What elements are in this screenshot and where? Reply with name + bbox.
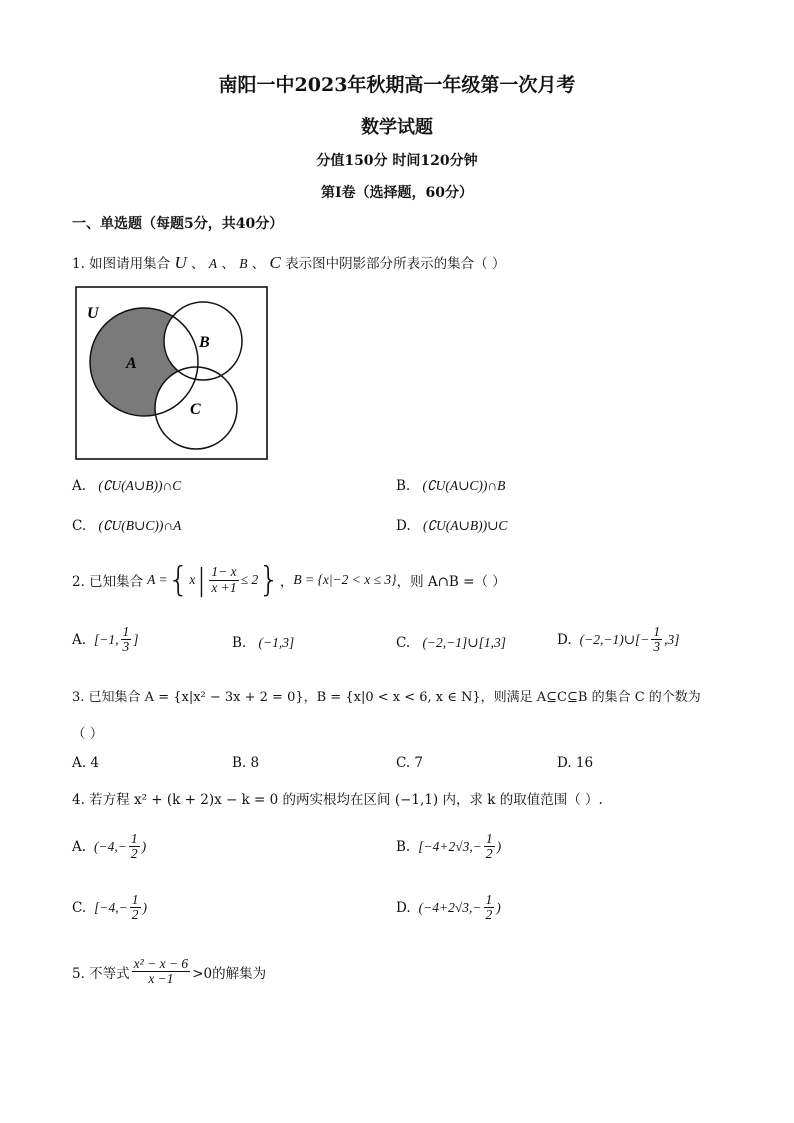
q2-text-post: ，则 A∩B =（ ） [396, 574, 506, 590]
question-3-line2: （ ） [72, 726, 104, 742]
q4-option-b-den: 2 [485, 846, 493, 862]
q2-fraction [209, 565, 238, 594]
q3-option-b: B. 8 [232, 755, 260, 771]
q5-text-post: >0的解集为 [192, 965, 267, 982]
q4-option-c-den: 2 [131, 907, 139, 923]
q5-fraction [132, 957, 191, 986]
q1-text-pre: 1. 如图请用集合 [72, 256, 171, 272]
q1-option-d-label: D. [396, 518, 411, 534]
q1-set-a: A [208, 256, 218, 271]
q1-set-u: U [174, 253, 187, 272]
q1-option-a-label: A. [72, 478, 87, 494]
q1-sep1: 、 [191, 256, 205, 272]
q2-frac-den: x +1 [211, 579, 237, 595]
q2-option-b-label: B. [232, 635, 247, 651]
q2-option-c-label: C. [396, 635, 411, 651]
q3-option-a: A. 4 [72, 755, 99, 771]
q2-set-a-rel: ≤ 2 [240, 572, 259, 587]
q1-text-post: 表示图中阴影部分所表示的集合（ ） [285, 256, 506, 272]
q2-option-d-post: ,3] [664, 631, 680, 647]
q1-sep3: 、 [251, 256, 266, 272]
q4-option-b [396, 832, 501, 861]
q4-option-c-post: ) [142, 899, 147, 915]
venn-diagram [75, 286, 269, 461]
q1-option-b-label: B. [396, 478, 411, 494]
q4-option-a-den: 2 [130, 846, 138, 862]
venn-label-c: C [190, 401, 201, 418]
q2-set-a-var: x [189, 572, 196, 587]
q2-brace-open: { [167, 560, 190, 600]
q2-frac-num: 1− x [211, 564, 237, 580]
q2-brace-close: } [258, 560, 280, 600]
q2-option-a-den: 3 [122, 639, 130, 655]
q2-option-b [232, 635, 294, 651]
volume-title: 第Ⅰ卷（选择题，60分） [320, 185, 474, 201]
q1-option-b-text: (∁U(A∪C))∩B [422, 478, 506, 493]
q4-option-c [72, 893, 147, 922]
q1-option-a-text: (∁U(A∪B))∩C [98, 478, 182, 493]
q4-option-b-label: B. [396, 838, 411, 855]
q2-option-b-text: (−1,3] [258, 635, 295, 650]
q2-option-d [557, 625, 680, 654]
score-time: 分值150分 时间120分钟 [316, 153, 478, 169]
q1-option-c-text: (∁U(B∪C))∩A [98, 518, 182, 533]
q2-set-b: B = {x|−2 < x ≤ 3} [293, 572, 397, 587]
q2-option-c [396, 635, 506, 651]
q4-option-a-pre: (−4,− [94, 838, 127, 854]
q4-option-a-num: 1 [130, 831, 138, 846]
question-3-line1: 3. 已知集合 A = {x|x² − 3x + 2 = 0}，B = {x|0 < x < 6, x ∈ N}，则满足 A⊆C⊆B 的集合 C 的个数为 [72, 690, 701, 705]
q5-frac-num: x² − x − 6 [133, 956, 189, 971]
q4-option-a-frac [129, 832, 140, 861]
q4-option-d [396, 893, 501, 922]
question-5 [72, 957, 266, 986]
venn-label-b: B [199, 334, 210, 351]
q4-option-b-post: ) [496, 838, 502, 854]
q4-option-c-label: C. [72, 899, 87, 916]
q4-option-b-pre: [−4+2√3,− [418, 838, 482, 854]
q1-set-b: B [239, 256, 248, 271]
q2-set-a-lhs: A = [147, 572, 168, 587]
q1-set-c: C [269, 253, 281, 272]
q2-option-a [72, 625, 139, 654]
q1-option-d [396, 518, 507, 534]
q4-option-d-post: ) [496, 899, 501, 915]
q2-option-a-label: A. [72, 631, 87, 648]
q4-option-c-num: 1 [131, 892, 139, 907]
q4-option-d-frac [484, 893, 495, 922]
question-2 [72, 560, 506, 600]
q3-option-c: C. 7 [396, 755, 424, 771]
q4-option-d-num: 1 [485, 892, 493, 907]
q2-text-pre: 2. 已知集合 [72, 574, 144, 590]
q4-option-b-frac [484, 832, 495, 861]
q1-option-c-label: C. [72, 518, 87, 534]
q2-option-d-den: 3 [653, 639, 661, 655]
q2-option-d-num: 1 [653, 624, 661, 639]
q2-option-a-frac [121, 625, 132, 654]
q2-option-c-text: (−2,−1]∪[1,3] [422, 635, 506, 650]
q2-option-a-post: ] [133, 631, 139, 647]
q2-option-d-label: D. [557, 631, 572, 648]
q4-option-d-den: 2 [485, 907, 493, 923]
q2-comma: ， [279, 574, 294, 590]
venn-label-a: A [126, 355, 137, 372]
exam-title: 南阳一中2023年秋期高一年级第一次月考 [218, 74, 576, 96]
q4-option-d-label: D. [396, 899, 411, 916]
q2-option-d-frac [651, 625, 662, 654]
q5-text-pre: 5. 不等式 [72, 965, 130, 982]
question-4: 4. 若方程 x² + (k + 2)x − k = 0 的两实根均在区间 (−1,1) 内，求 k 的取值范围（ ）. [72, 792, 603, 808]
q4-option-a-post: ) [141, 838, 147, 854]
q1-option-a [72, 478, 181, 494]
q3-option-d: D. 16 [557, 755, 594, 771]
q4-option-a [72, 832, 146, 861]
q4-option-b-num: 1 [485, 831, 493, 846]
venn-label-u: U [87, 305, 99, 322]
q2-option-d-pre: (−2,−1)∪[− [579, 631, 650, 647]
q4-option-d-pre: (−4+2√3,− [418, 899, 482, 915]
q4-option-a-label: A. [72, 838, 87, 855]
q2-bar: | [196, 562, 207, 598]
q4-option-c-frac [130, 893, 141, 922]
subject-title: 数学试题 [361, 117, 433, 138]
q4-option-c-pre: [−4,− [94, 899, 128, 915]
question-1 [72, 252, 505, 273]
q2-option-a-pre: [−1, [94, 631, 119, 647]
q1-sep2: 、 [221, 256, 235, 272]
q1-option-c [72, 518, 181, 534]
q2-option-a-num: 1 [122, 624, 130, 639]
section-heading: 一、单选题（每题5分，共40分） [72, 216, 284, 232]
q1-option-b [396, 478, 505, 494]
q1-option-d-text: (∁U(A∪B))∪C [422, 518, 508, 533]
q5-frac-den: x −1 [148, 971, 174, 987]
